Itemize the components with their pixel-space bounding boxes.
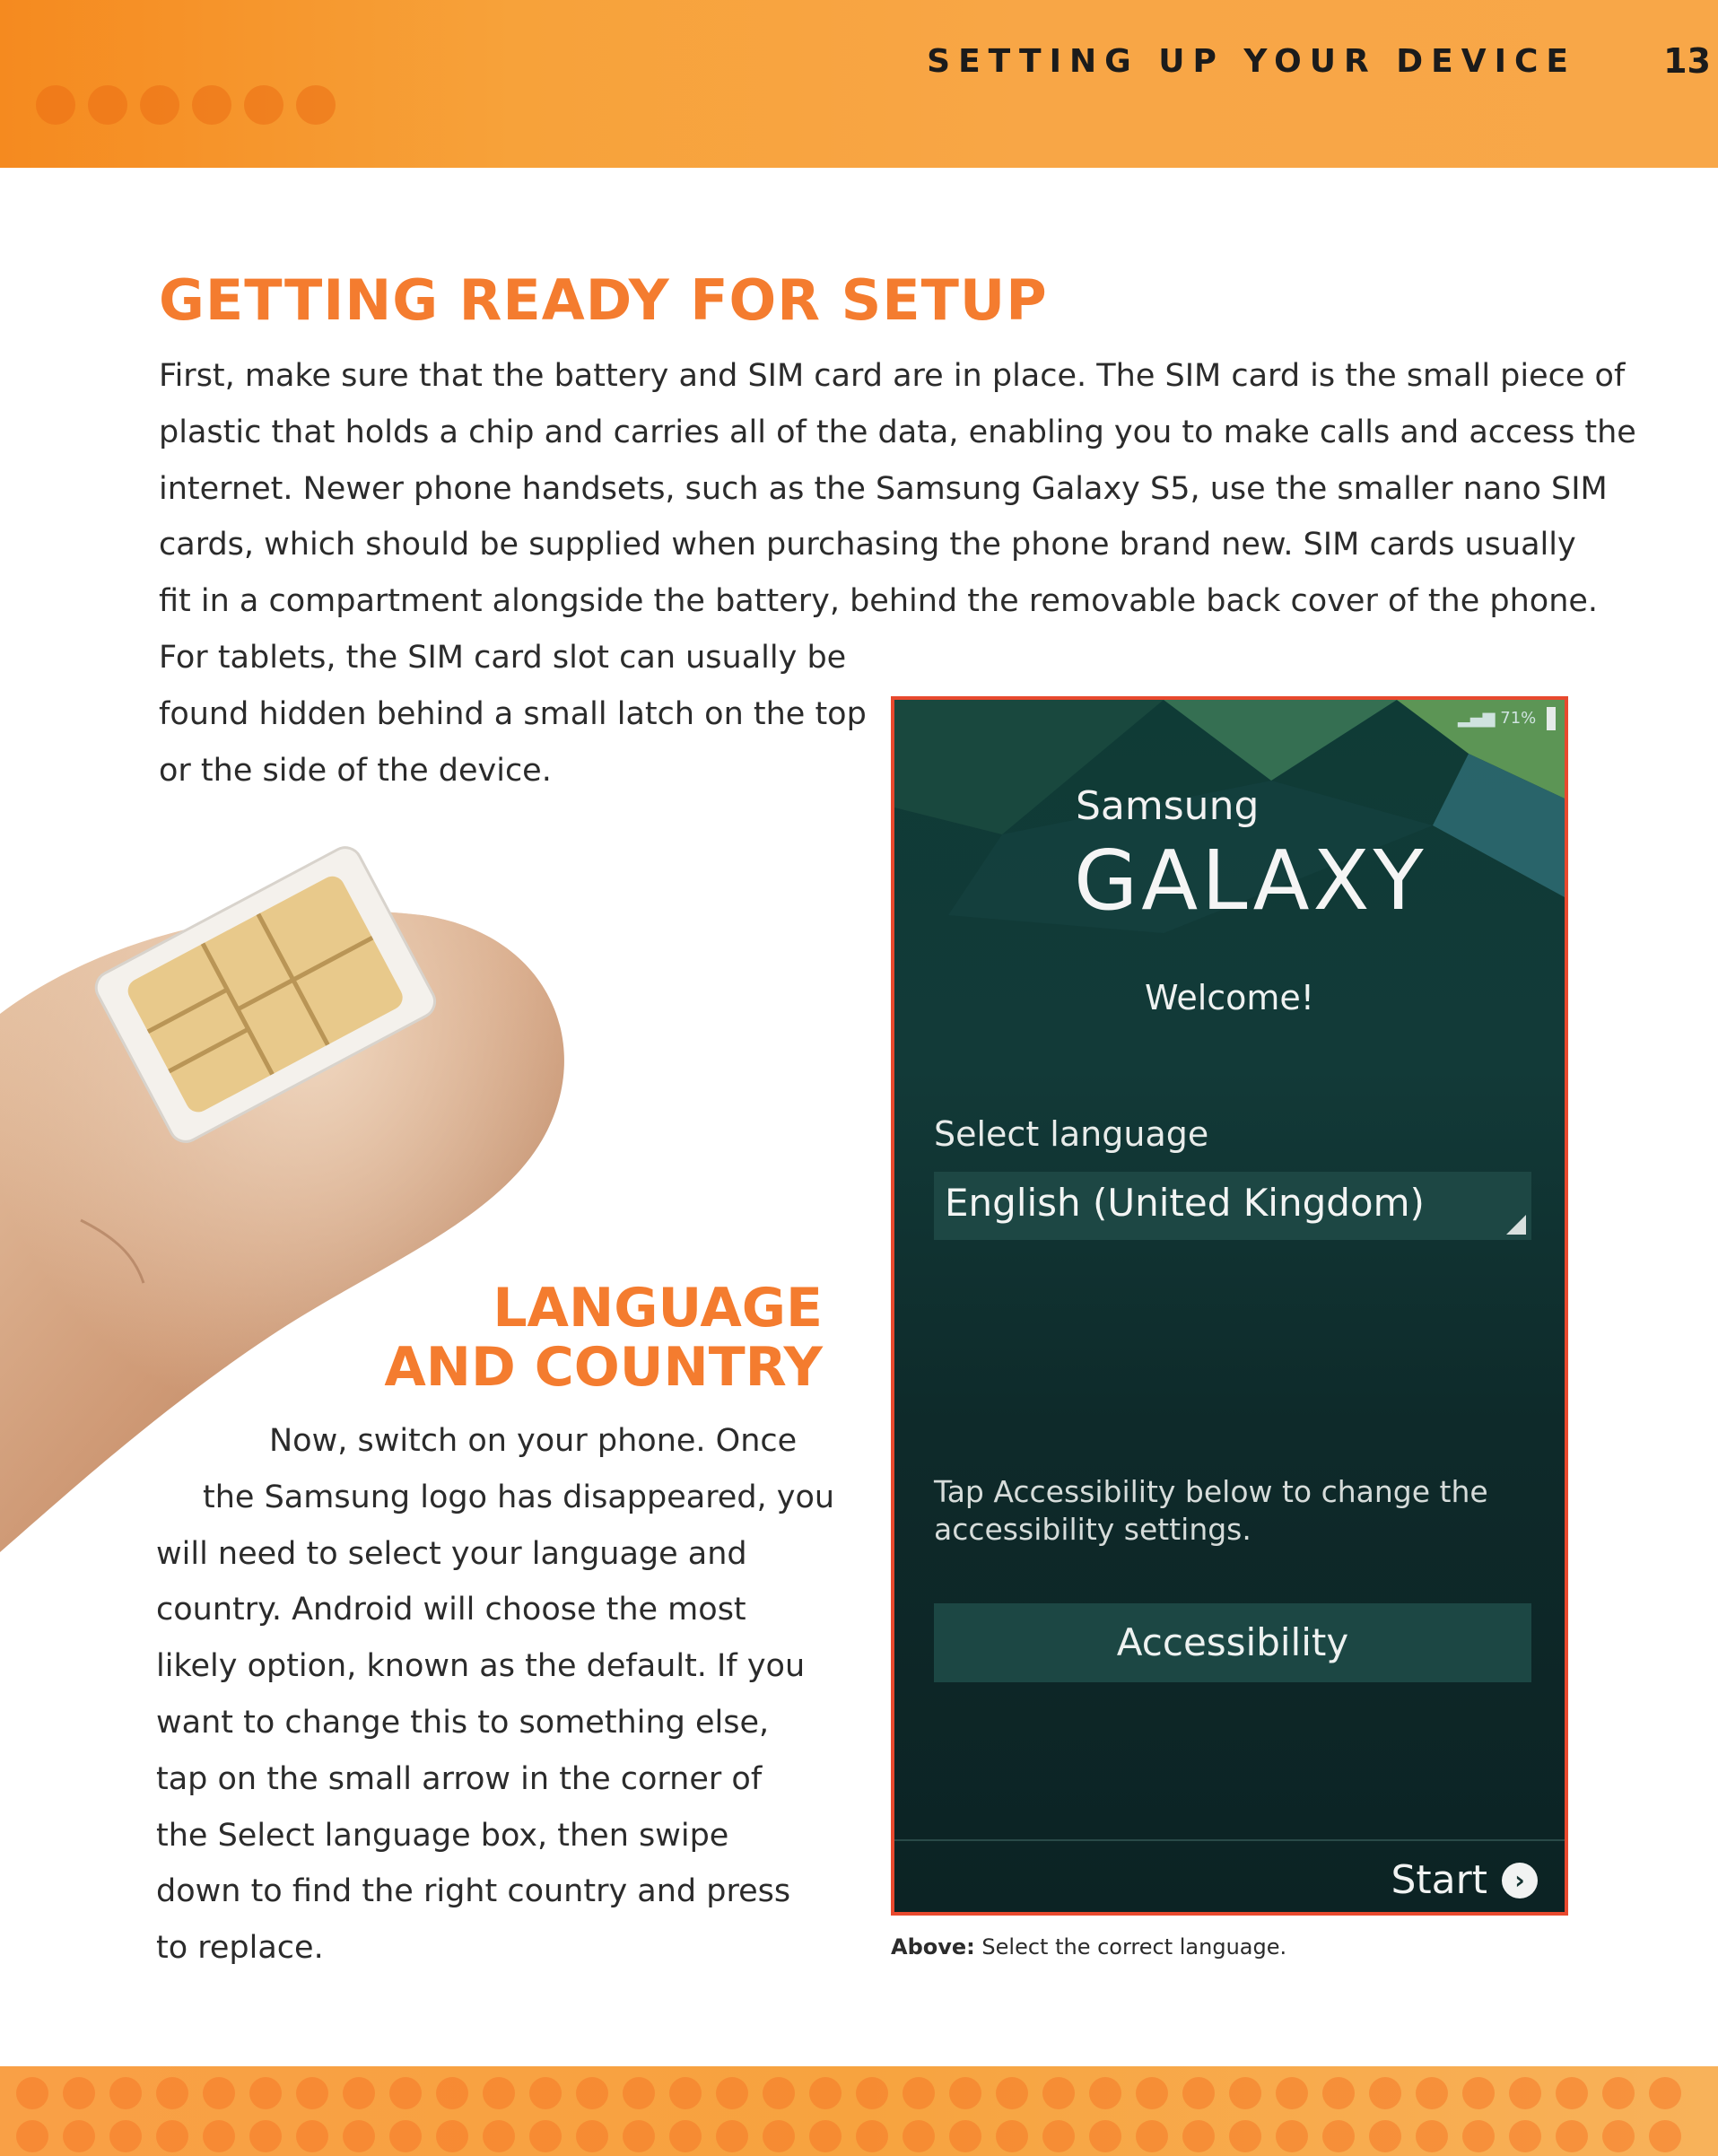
brand-galaxy: GALAXY	[1074, 833, 1427, 929]
section-title-setup: GETTING READY FOR SETUP	[159, 267, 1048, 333]
language-select[interactable]	[934, 1172, 1531, 1240]
decorative-dots	[36, 85, 336, 125]
accessibility-button[interactable]: Accessibility	[934, 1603, 1531, 1682]
section-title-language	[269, 1279, 823, 1397]
text-line: to replace.	[156, 1930, 324, 1967]
page-number: 13	[1663, 41, 1711, 81]
dropdown-arrow-icon[interactable]	[1506, 1215, 1526, 1235]
welcome-text: Welcome!	[1144, 978, 1315, 1017]
brand-samsung: Samsung	[1076, 783, 1260, 829]
footer-band	[0, 2066, 1718, 2156]
header-band	[0, 0, 1718, 168]
decorative-dots	[16, 2077, 1718, 2156]
text-line: the Select language box, then swipe	[156, 1817, 729, 1854]
battery-icon	[1547, 707, 1556, 730]
text-line: For tablets, the SIM card slot can usually be	[159, 639, 847, 676]
start-button[interactable]	[1391, 1857, 1539, 1903]
title-line: AND COUNTRY	[384, 1336, 823, 1399]
text-line: the Samsung logo has disappeared, you	[203, 1479, 835, 1515]
running-head: SETTING UP YOUR DEVICE	[927, 43, 1576, 80]
start-label: Start	[1391, 1857, 1487, 1903]
title-line: LANGUAGE	[493, 1277, 823, 1340]
select-language-label: Select language	[934, 1114, 1209, 1154]
language-paragraph	[156, 1413, 835, 1977]
chevron-right-icon: ›	[1502, 1863, 1538, 1899]
text-line: will need to select your language and	[156, 1535, 747, 1572]
divider	[894, 1839, 1565, 1841]
text-line: found hidden behind a small latch on the top	[159, 695, 867, 732]
caption-label: Above:	[891, 1934, 975, 1960]
text-line: tap on the small arrow in the corner of	[156, 1760, 763, 1797]
figure-caption	[891, 1934, 1286, 1960]
text-line: country. Android will choose the most	[156, 1592, 746, 1628]
status-bar	[1458, 707, 1556, 730]
text-line: fit in a compartment alongside the battery, behind the removable back cover of the phone.	[159, 583, 1599, 620]
selected-language: English (United Kingdom)	[945, 1181, 1425, 1225]
accessibility-note: Tap Accessibility below to change the accessibility settings.	[934, 1474, 1488, 1547]
phone-screenshot	[891, 696, 1568, 1916]
battery-percent: 71%	[1500, 709, 1537, 728]
text-line: want to change this to something else,	[156, 1704, 770, 1741]
text-line: Now, switch on your phone. Once	[269, 1423, 798, 1459]
text-line: down to find the right country and press	[156, 1873, 791, 1910]
text-line: plastic that holds a chip and carries all of the data, enabling you to make calls and access the	[159, 414, 1636, 450]
text-line: cards, which should be supplied when purchasing the phone brand new. SIM cards usually	[159, 527, 1576, 563]
text-line: internet. Newer phone handsets, such as the Samsung Galaxy S5, use the smaller nano SIM	[159, 470, 1608, 507]
text-line: likely option, known as the default. If you	[156, 1648, 806, 1685]
text-line: or the side of the device.	[159, 752, 552, 789]
signal-icon: ▂▄▆	[1457, 709, 1496, 728]
caption-text: Select the correct language.	[981, 1934, 1287, 1960]
text-line: First, make sure that the battery and SIM card are in place. The SIM card is the small piece of	[159, 358, 1626, 394]
